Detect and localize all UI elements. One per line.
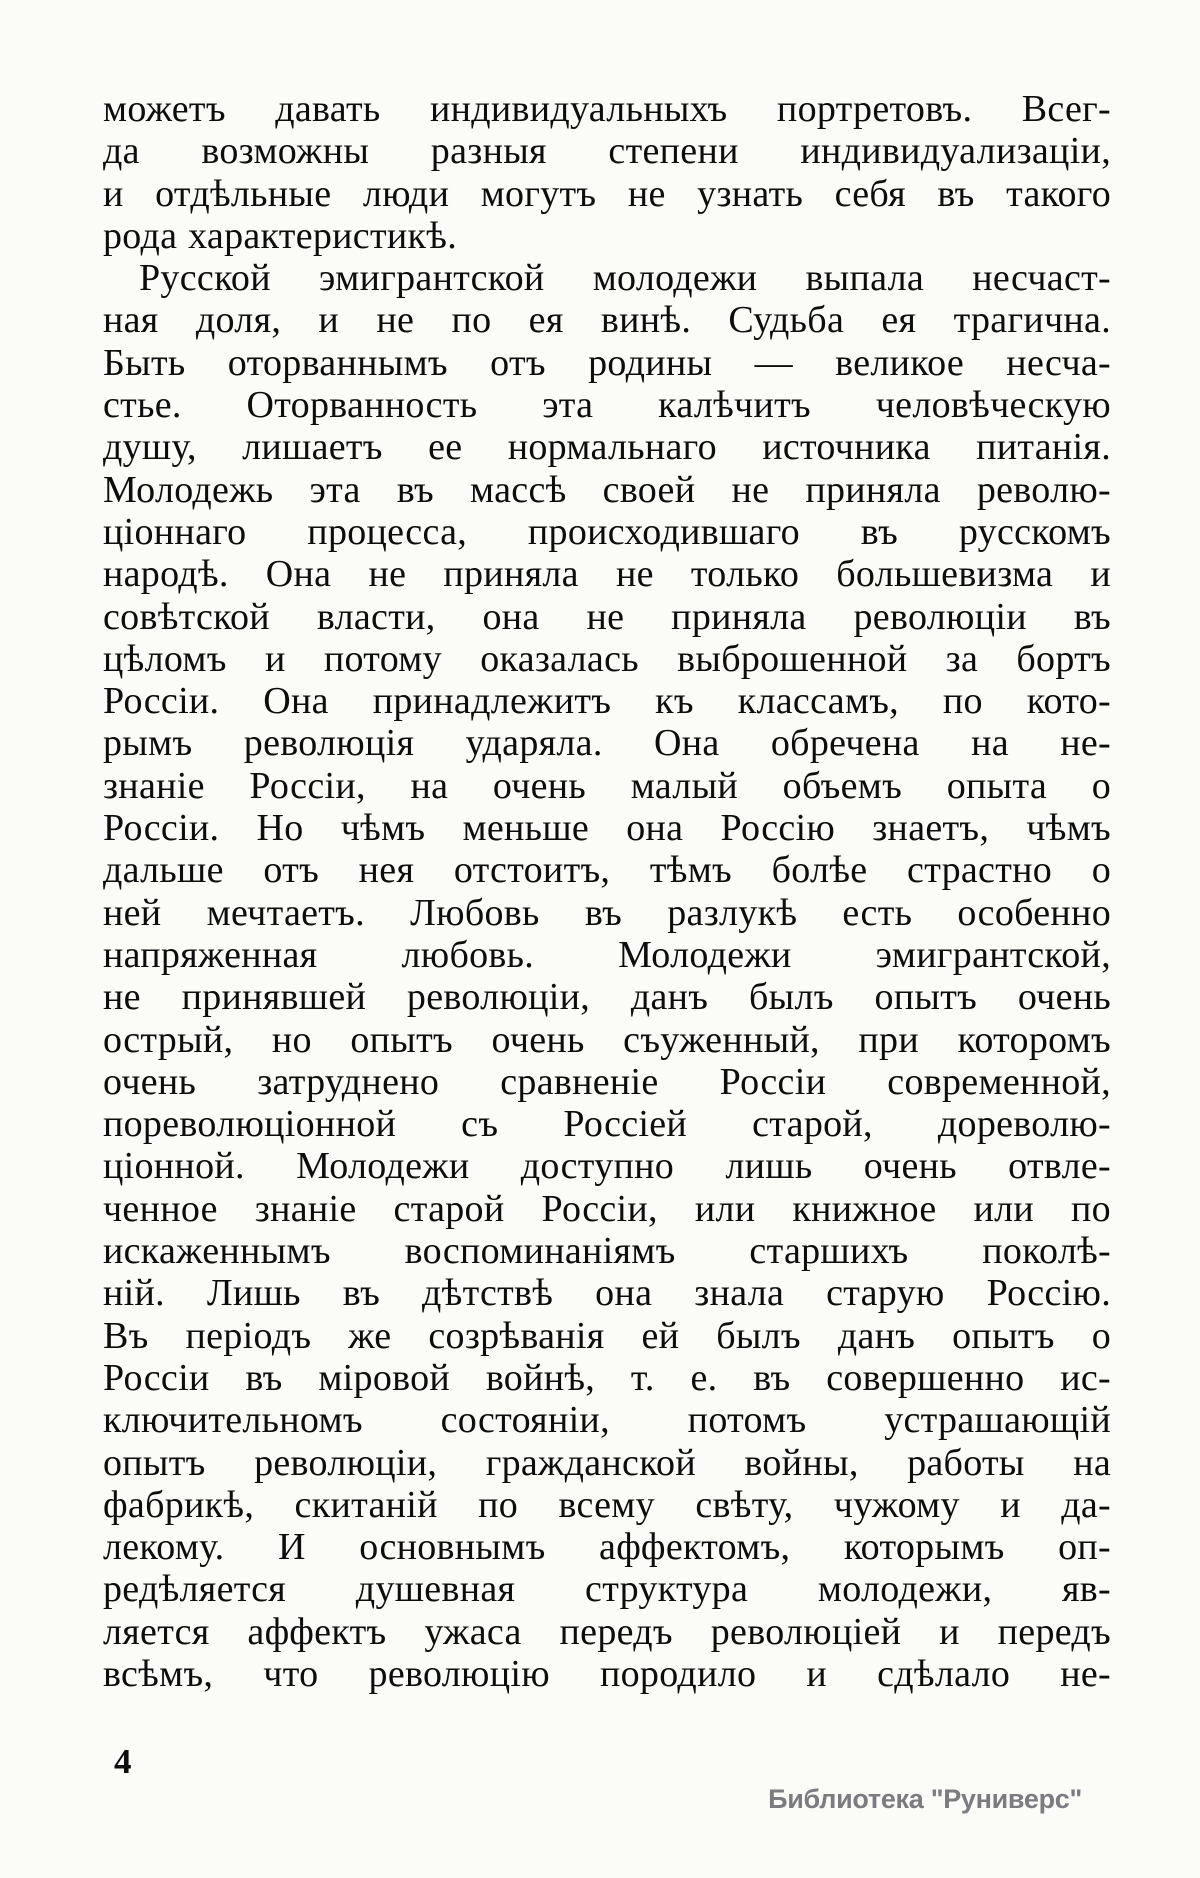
text-line: Россіи. Она принадлежитъ къ классамъ, по кото- — [103, 680, 1111, 723]
text-line: редѣляется душевная структура молодежи, яв- — [103, 1568, 1111, 1611]
text-line: напряженная любовь. Молодежи эмигрантской, — [103, 933, 1111, 976]
text-line: цѣломъ и потому оказалась выброшенной за бортъ — [103, 637, 1111, 680]
text-line: пореволюціонной съ Россіей старой, дореволю- — [103, 1103, 1111, 1146]
text-line: всѣмъ, что революцію породило и сдѣлало не- — [103, 1652, 1111, 1695]
text-line: Русской эмигрантской молодежи выпала несчаст- — [139, 257, 1111, 300]
text-line: Быть оторваннымъ отъ родины — великое несча- — [103, 341, 1111, 384]
library-watermark: Библиотека "Руниверс" — [768, 1784, 1082, 1814]
text-line: искаженнымъ воспоминаніямъ старшихъ поколѣ- — [103, 1230, 1111, 1273]
text-line: и отдѣльные люди могутъ не узнать себя въ такого — [103, 172, 1111, 215]
text-line: да возможны разныя степени индивидуализаціи, — [103, 130, 1111, 173]
text-line: ней мечтаетъ. Любовь въ разлукѣ есть особенно — [103, 891, 1111, 934]
text-line: можетъ давать индивидуальныхъ портретовъ. Всег- — [103, 88, 1111, 130]
text-line: совѣтской власти, она не приняла революціи въ — [103, 595, 1111, 638]
text-line: ченное знаніе старой Россіи, или книжное или по — [103, 1187, 1111, 1230]
text-line: дальше отъ нея отстоитъ, тѣмъ болѣе страстно о — [103, 849, 1111, 892]
text-line: рода характеристикѣ. — [103, 214, 458, 257]
text-line: ная доля, и не по ея винѣ. Судьба ея трагична. — [103, 299, 1111, 342]
text-line: ляется аффектъ ужаса передъ революціей и передъ — [103, 1610, 1111, 1653]
text-line: не принявшей революціи, данъ былъ опытъ очень — [103, 976, 1111, 1019]
text-line: ціонной. Молодежи доступно лишь очень отвле- — [103, 1145, 1111, 1188]
text-line: фабрикѣ, скитаній по всему свѣту, чужому и да- — [103, 1483, 1111, 1526]
text-line: Въ періодъ же созрѣванія ей былъ данъ опытъ о — [103, 1314, 1111, 1357]
text-line: ній. Лишь въ дѣтствѣ она знала старую Россію. — [103, 1272, 1111, 1315]
text-line: знаніе Россіи, на очень малый объемъ опыта о — [103, 764, 1111, 807]
text-line: Россіи. Но чѣмъ меньше она Россію знаетъ, чѣмъ — [103, 807, 1111, 850]
text-line: острый, но опытъ очень съуженный, при которомъ — [103, 1018, 1111, 1061]
text-line: стье. Оторванность эта калѣчитъ человѣческую — [103, 384, 1111, 427]
text-line: ціоннаго процесса, происходившаго въ русскомъ — [103, 510, 1111, 553]
text-line: лекому. И основнымъ аффектомъ, которымъ оп- — [103, 1526, 1111, 1569]
text-line: народѣ. Она не приняла не только большевизма и — [103, 553, 1111, 596]
text-line: Россіи въ міровой войнѣ, т. е. въ совершенно ис- — [103, 1356, 1111, 1399]
page-number: 4 — [114, 1742, 132, 1781]
text-line: ключительномъ состояніи, потомъ устрашающій — [103, 1399, 1111, 1442]
text-line: рымъ революція ударяла. Она обречена на не- — [103, 722, 1111, 765]
text-line: душу, лишаетъ ее нормальнаго источника питанія. — [103, 426, 1111, 469]
text-line: опытъ революціи, гражданской войны, работы на — [103, 1441, 1111, 1484]
text-line: Молодежь эта въ массѣ своей не приняла револю- — [103, 468, 1111, 511]
text-block — [103, 88, 1111, 1695]
text-line: очень затруднено сравненіе Россіи современной, — [103, 1060, 1111, 1103]
